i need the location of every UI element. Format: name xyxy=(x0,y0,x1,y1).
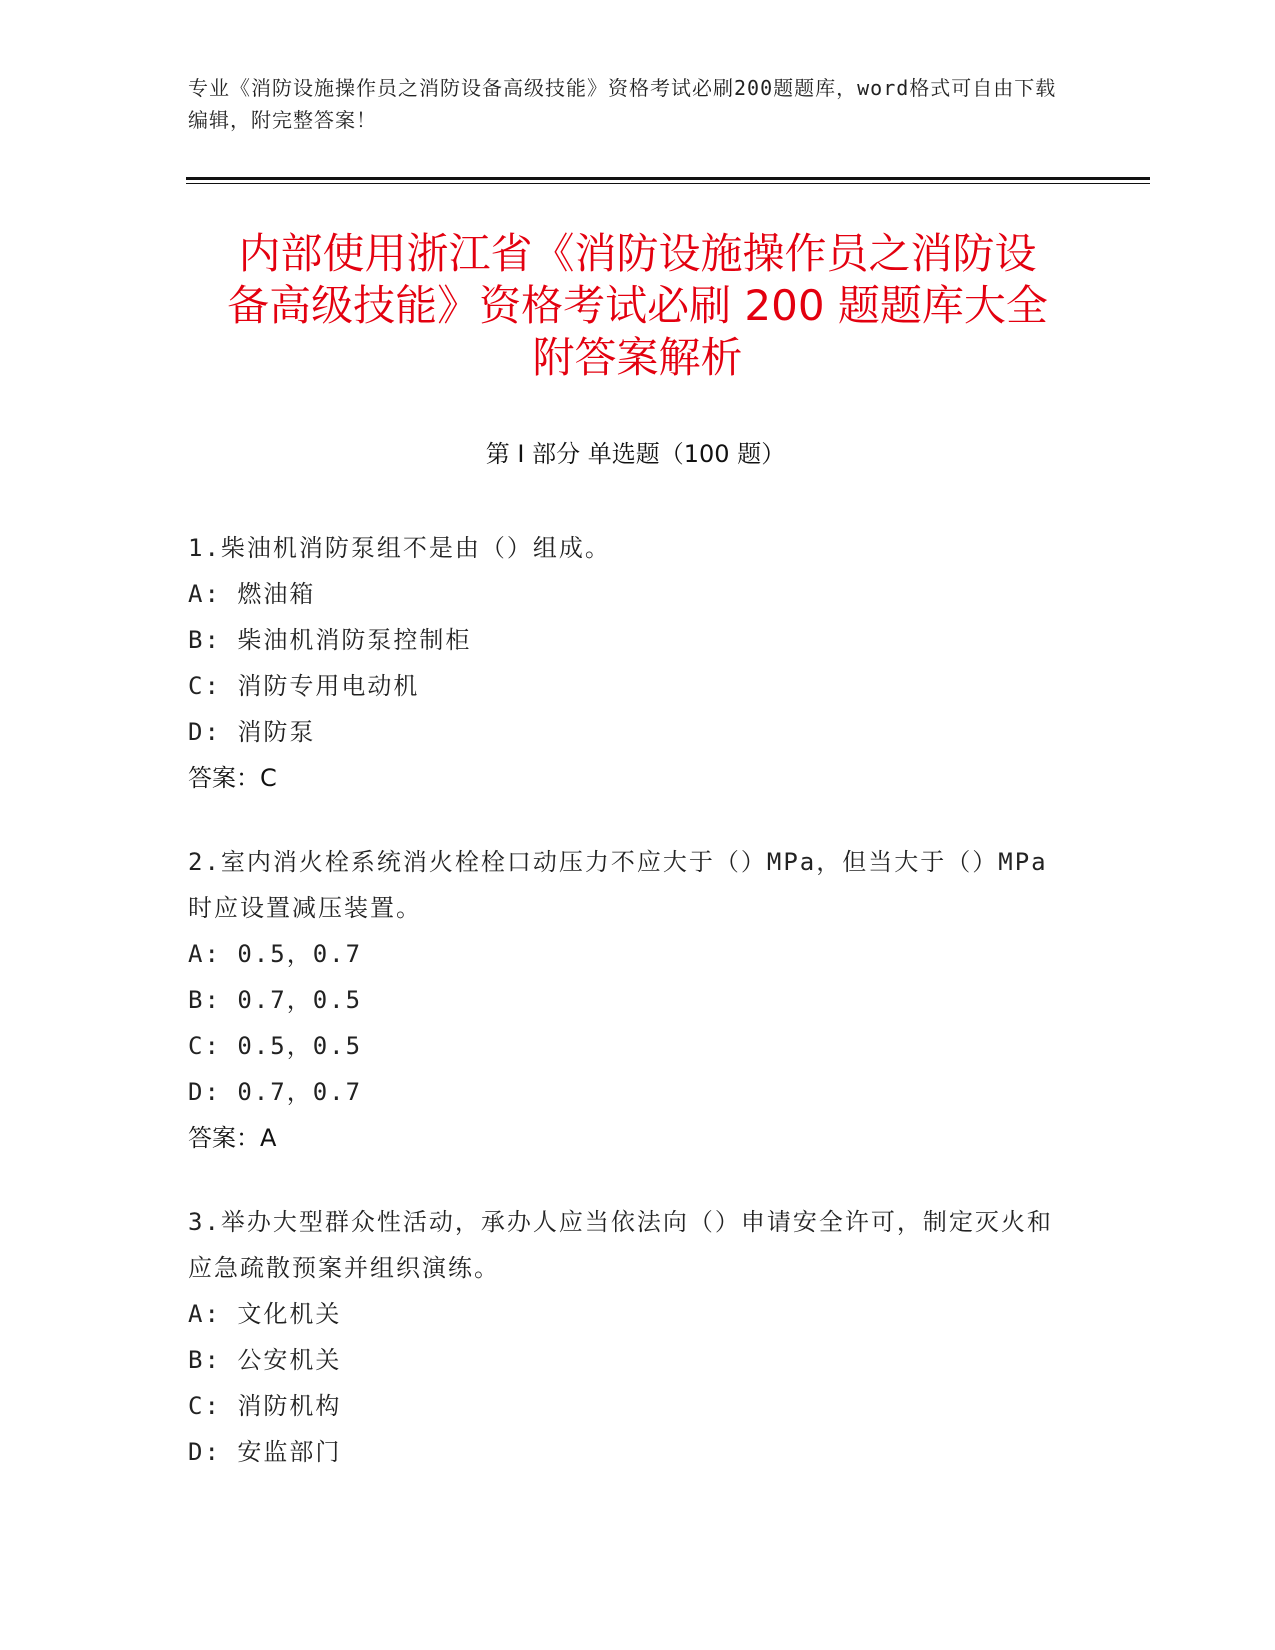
title-line-2: 备高级技能》资格考试必刷 200 题题库大全 xyxy=(227,281,1048,330)
header-note: 专业《消防设施操作员之消防设备高级技能》资格考试必刷200题题库，word格式可自由下载编辑，附完整答案！ xyxy=(188,76,1057,132)
answer: 答案：C xyxy=(188,764,277,792)
option-b: B: 公安机关 xyxy=(188,1346,342,1374)
option-a: A: 燃油箱 xyxy=(188,580,316,608)
option-a: A: 文化机关 xyxy=(188,1300,342,1328)
option-c: C: 消防机构 xyxy=(188,1392,342,1420)
question-stem: 2.室内消火栓系统消火栓栓口动压力不应大于（）MPa，但当大于（）MPa时应设置减压装置。 xyxy=(188,848,1048,922)
question-stem: 1.柴油机消防泵组不是由（）组成。 xyxy=(188,534,611,562)
title-line-1: 内部使用浙江省《消防设施操作员之消防设 xyxy=(238,229,1037,278)
question-2 xyxy=(188,839,1068,1161)
option-c: C: 0.5，0.5 xyxy=(188,1032,363,1060)
option-b: B: 柴油机消防泵控制柜 xyxy=(188,626,472,654)
question-3 xyxy=(188,1199,1068,1475)
document-title xyxy=(190,228,1085,384)
question-1 xyxy=(188,525,1068,801)
option-d: D: 安监部门 xyxy=(188,1438,342,1466)
question-list xyxy=(188,525,1068,1513)
option-d: D: 0.7，0.7 xyxy=(188,1078,363,1106)
option-d: D: 消防泵 xyxy=(188,718,316,746)
header-rule-thick xyxy=(186,177,1150,180)
title-line-3: 附答案解析 xyxy=(532,333,743,382)
option-c: C: 消防专用电动机 xyxy=(188,672,420,700)
question-stem: 3.举办大型群众性活动，承办人应当依法向（）申请安全许可，制定灭火和应急疏散预案并组织演练。 xyxy=(188,1208,1053,1282)
section-heading: 第 I 部分 单选题（100 题） xyxy=(485,440,786,468)
option-a: A: 0.5，0.7 xyxy=(188,940,363,968)
header-rule-thin xyxy=(186,183,1150,184)
option-b: B: 0.7，0.5 xyxy=(188,986,363,1014)
answer: 答案：A xyxy=(188,1124,277,1152)
